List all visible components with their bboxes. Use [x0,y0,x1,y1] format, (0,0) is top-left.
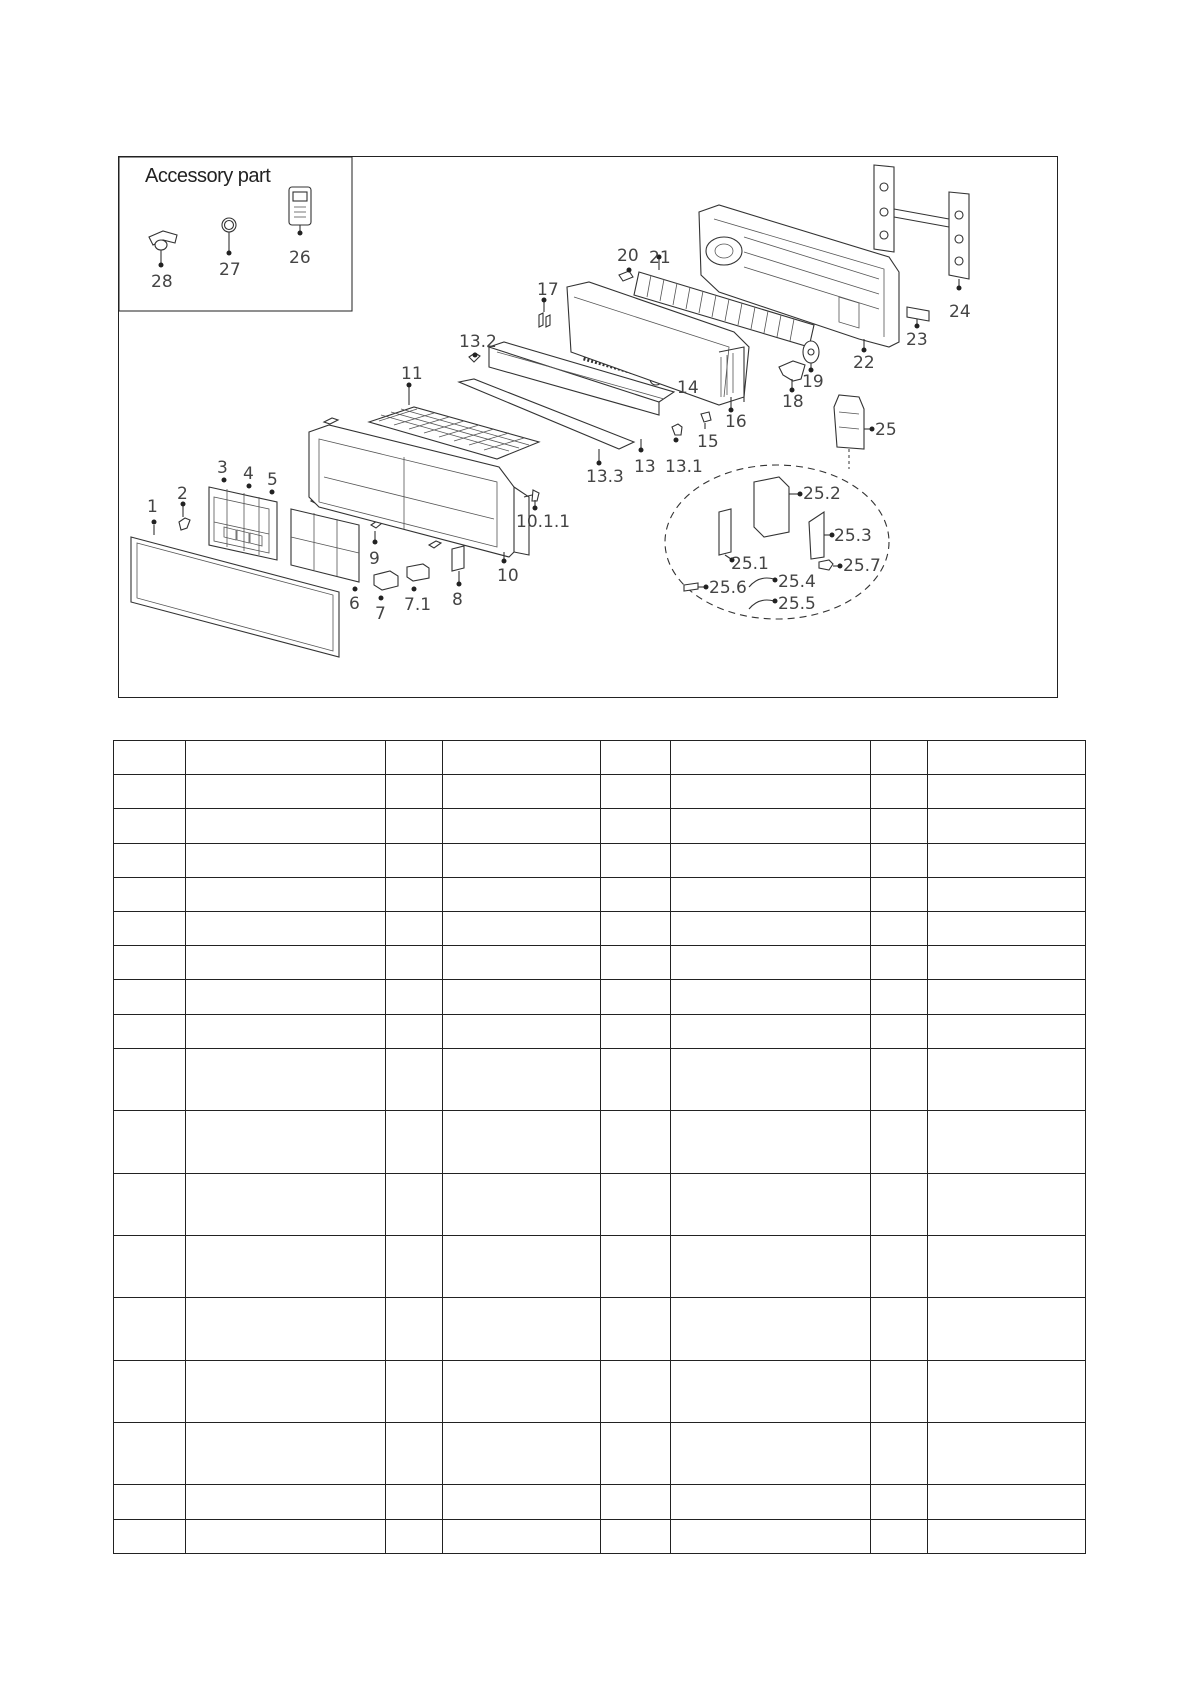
table-cell [386,1298,443,1360]
table-cell [186,1485,386,1519]
table-cell [443,1048,601,1110]
table-cell [186,1519,386,1553]
table-cell [671,912,871,946]
table-cell [386,809,443,843]
table-cell [186,946,386,980]
table-row [114,912,1086,946]
callout-13-3: 13.3 [586,467,624,487]
table-cell [671,775,871,809]
table-cell [601,1111,671,1173]
callout-16: 16 [725,412,747,432]
callout-26: 26 [289,248,311,268]
drain-elbow-part [149,231,177,268]
ring-part [222,218,236,256]
table-cell [186,1014,386,1048]
table-row [114,1423,1086,1485]
callout-13-1: 13.1 [665,457,703,477]
table-cell [186,843,386,877]
callout-25-2: 25.2 [803,484,841,504]
table-cell [443,809,601,843]
table-cell [671,1519,871,1553]
table-cell [871,1173,928,1235]
table-cell [928,1173,1086,1235]
callout-2: 2 [177,484,188,504]
table-cell [671,1111,871,1173]
table-cell [601,1048,671,1110]
table-cell [601,1298,671,1360]
table-cell [671,1048,871,1110]
table-cell [928,809,1086,843]
callout-20: 20 [617,246,639,266]
bearing-part [619,268,633,282]
callout-27: 27 [219,260,241,280]
table-row [114,1235,1086,1297]
table-cell [186,775,386,809]
table-cell [386,1360,443,1422]
table-cell [928,1298,1086,1360]
table-cell [671,741,871,775]
table-cell [671,980,871,1014]
table-row [114,1014,1086,1048]
table-cell [186,980,386,1014]
table-cell [928,741,1086,775]
table-cell [871,912,928,946]
table-cell [601,809,671,843]
table-cell [386,1048,443,1110]
table-cell [928,775,1086,809]
table-cell [114,980,186,1014]
callout-13-2: 13.2 [459,332,497,352]
table-cell [928,843,1086,877]
table-cell [601,877,671,911]
table-cell [928,1111,1086,1173]
table-cell [601,1173,671,1235]
table-cell [443,946,601,980]
table-cell [671,809,871,843]
table-cell [443,1111,601,1173]
callout-25-3: 25.3 [834,526,872,546]
callout-1: 1 [147,497,158,517]
table-cell [386,877,443,911]
table-cell [601,980,671,1014]
callout-10-1-1: 10.1.1 [516,512,571,532]
callout-15: 15 [697,432,719,452]
table-row [114,946,1086,980]
table-cell [443,1519,601,1553]
table-row [114,843,1086,877]
table-cell [443,912,601,946]
sensor-part [539,298,550,328]
callout-7: 7 [375,604,386,624]
callout-25: 25 [875,420,897,440]
table-cell [871,1111,928,1173]
table-cell [386,980,443,1014]
table-cell [671,1298,871,1360]
table-cell [443,1014,601,1048]
callout-9: 9 [369,549,380,569]
table-cell [114,1048,186,1110]
table-cell [871,1519,928,1553]
table-cell [671,1485,871,1519]
table-cell [186,741,386,775]
table-cell [443,775,601,809]
callout-17: 17 [537,280,559,300]
table-cell [928,1014,1086,1048]
table-cell [601,946,671,980]
table-cell [186,877,386,911]
table-cell [928,1423,1086,1485]
table-cell [871,1360,928,1422]
table-cell [601,1423,671,1485]
table-cell [671,1014,871,1048]
table-row [114,980,1086,1014]
callout-6: 6 [349,594,360,614]
table-cell [386,1485,443,1519]
callout-25-7: 25.7 [843,556,881,576]
table-cell [871,1014,928,1048]
table-cell [871,946,928,980]
table-cell [114,912,186,946]
table-cell [386,1423,443,1485]
table-cell [386,946,443,980]
connector-part [907,307,929,329]
callout-22: 22 [853,353,875,373]
table-cell [928,1048,1086,1110]
callout-4: 4 [243,464,254,484]
table-cell [443,1360,601,1422]
callout-14: 14 [677,378,699,398]
table-cell [114,877,186,911]
callout-21: 21 [649,248,671,268]
parts-table-body [114,741,1086,1554]
table-cell [671,1173,871,1235]
table-cell [114,1485,186,1519]
table-cell [114,946,186,980]
table-cell [671,1360,871,1422]
callout-10: 10 [497,566,519,586]
table-cell [386,1519,443,1553]
table-row [114,1519,1086,1553]
table-row [114,809,1086,843]
electric-box-part [834,395,875,469]
table-cell [601,843,671,877]
exploded-view-drawing [119,157,1057,697]
table-row [114,1360,1086,1422]
callout-25-1: 25.1 [731,554,769,574]
table-cell [928,1235,1086,1297]
table-cell [386,912,443,946]
table-cell [386,1235,443,1297]
table-cell [114,1014,186,1048]
table-cell [386,1111,443,1173]
table-cell [114,1298,186,1360]
table-cell [114,741,186,775]
table-cell [114,1423,186,1485]
table-cell [386,843,443,877]
callout-25-5: 25.5 [778,594,816,614]
callout-28: 28 [151,272,173,292]
callout-13: 13 [634,457,656,477]
exploded-view-diagram [118,156,1058,698]
callout-7-1: 7.1 [404,595,432,615]
callout-19: 19 [802,372,824,392]
table-cell [928,912,1086,946]
table-row [114,741,1086,775]
table-cell [443,1298,601,1360]
accessory-title: Accessory part [145,165,271,187]
callout-3: 3 [217,458,228,478]
table-cell [114,1360,186,1422]
table-cell [186,1360,386,1422]
table-row [114,1048,1086,1110]
table-cell [871,809,928,843]
table-cell [928,946,1086,980]
table-cell [871,1048,928,1110]
callout-25-6: 25.6 [709,578,747,598]
table-cell [186,1111,386,1173]
table-cell [443,1485,601,1519]
table-cell [114,1111,186,1173]
table-cell [186,1235,386,1297]
table-row [114,1298,1086,1360]
callout-5: 5 [267,470,278,490]
table-cell [186,1423,386,1485]
table-cell [928,1485,1086,1519]
callout-18: 18 [782,392,804,412]
table-cell [601,775,671,809]
remote-control-part [289,187,311,236]
table-cell [871,741,928,775]
table-cell [928,1360,1086,1422]
table-cell [443,741,601,775]
table-cell [871,1485,928,1519]
table-cell [386,775,443,809]
air-filter-left-part [291,509,359,592]
table-cell [871,843,928,877]
panel-clip-part [179,502,190,531]
table-cell [186,1298,386,1360]
table-cell [671,1423,871,1485]
table-row [114,775,1086,809]
table-cell [601,1519,671,1553]
table-cell [601,912,671,946]
table-cell [671,946,871,980]
table-cell [671,1235,871,1297]
callout-23: 23 [906,330,928,350]
table-cell [186,1048,386,1110]
table-row [114,1111,1086,1173]
table-cell [671,877,871,911]
table-cell [443,1423,601,1485]
table-cell [443,877,601,911]
table-cell [928,877,1086,911]
callout-8: 8 [452,590,463,610]
table-cell [114,1173,186,1235]
table-row [114,1485,1086,1519]
parts-table [113,740,1086,1554]
fan-motor-part [803,341,819,373]
table-cell [601,1235,671,1297]
callout-25-4: 25.4 [778,572,816,592]
table-cell [114,1235,186,1297]
screw-part [524,490,539,511]
table-cell [443,1235,601,1297]
table-cell [114,843,186,877]
table-cell [601,1360,671,1422]
table-cell [871,775,928,809]
callout-24: 24 [949,302,971,322]
table-cell [871,877,928,911]
table-cell [186,912,386,946]
table-row [114,1173,1086,1235]
table-cell [186,809,386,843]
table-cell [114,775,186,809]
table-cell [443,980,601,1014]
table-cell [386,741,443,775]
table-cell [871,1235,928,1297]
callout-11: 11 [401,364,423,384]
table-cell [928,980,1086,1014]
table-cell [928,1519,1086,1553]
table-cell [443,843,601,877]
table-cell [871,1423,928,1485]
table-row [114,877,1086,911]
table-cell [601,1485,671,1519]
table-cell [114,1519,186,1553]
table-cell [871,1298,928,1360]
display-box-parts [374,546,464,601]
table-cell [386,1173,443,1235]
table-cell [186,1173,386,1235]
table-cell [601,1014,671,1048]
table-cell [114,809,186,843]
table-cell [671,843,871,877]
table-cell [601,741,671,775]
table-cell [386,1014,443,1048]
table-cell [443,1173,601,1235]
table-cell [871,980,928,1014]
